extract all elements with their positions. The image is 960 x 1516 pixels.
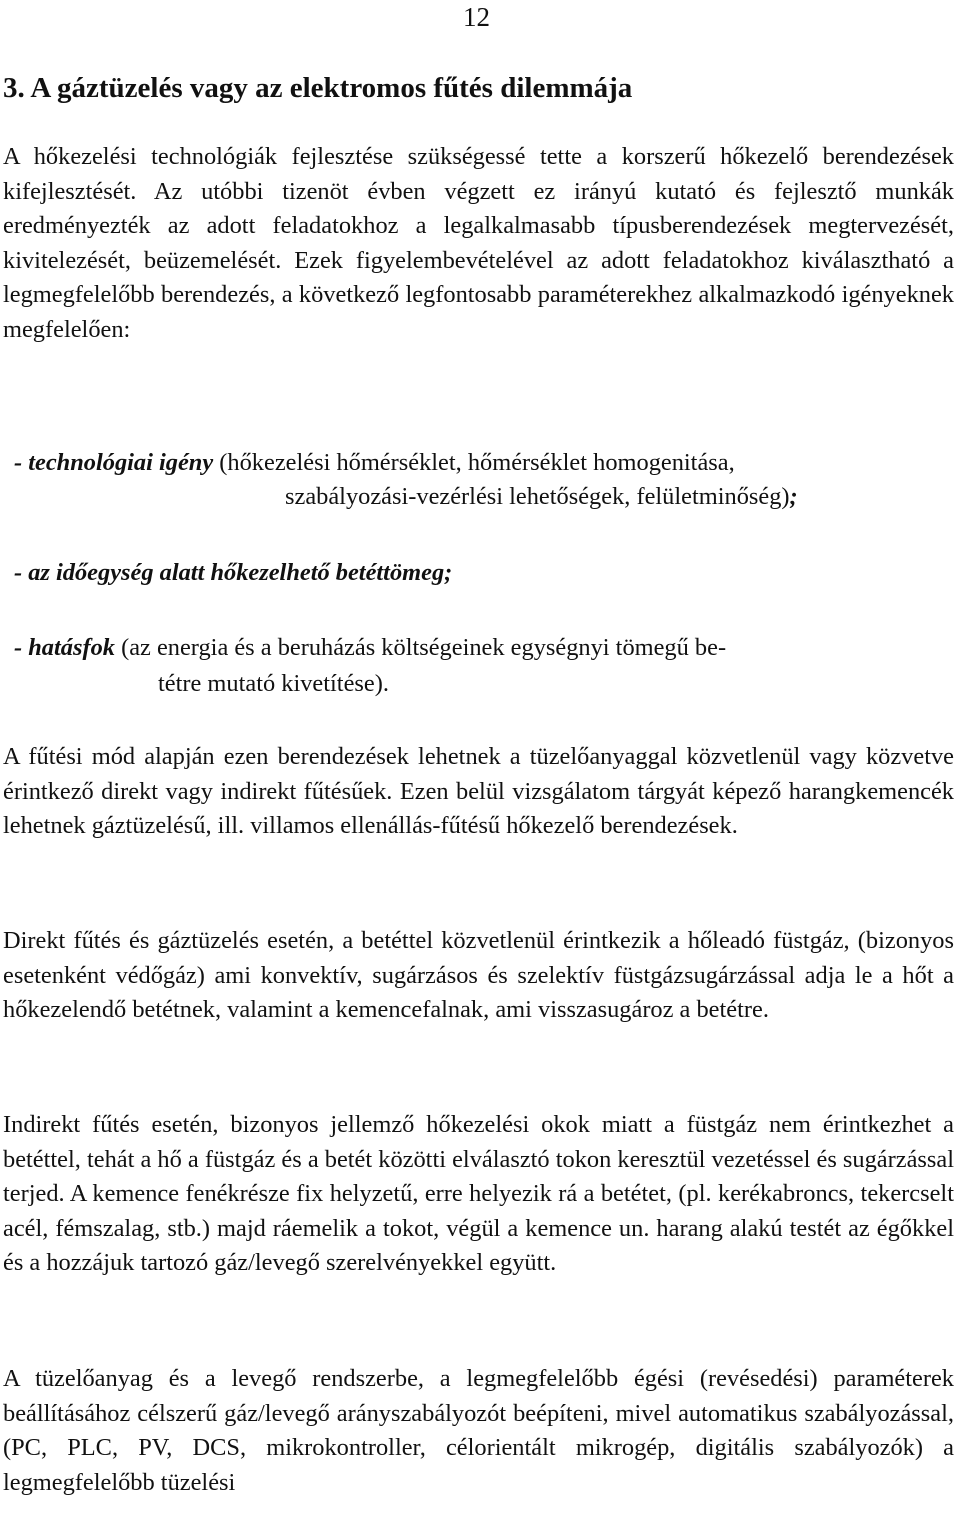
indirect-heating-paragraph: Indirekt fűtés esetén, bizonyos jellemző hőkezelési okok miatt a füstgáz nem érintkezhet a betéttel, tehát a hő a füstgáz és a betét közötti elválasztó tokon keresztül vezetéssel és sugárzással terjed. A kemence fenékrésze fix helyzetű, erre helyezik rá a betétet, (pl. kerékabroncs, tekercselt acél, fémszalag, stb.) majd ráemelik a tokot, végül a kemence un. harang alakú testét az égőkkel és a hozzájuk tartozó gáz/levegő szerelvényekkel együtt. — [3, 1111, 954, 1276]
direct-heating-paragraph: Direkt fűtés és gáztüzelés esetén, a betéttel közvetlenül érintkezik a hőleadó füstgáz, (bizonyos esetenként védőgáz) ami konvektív, sugárzásos és szelektív füstgázsugárzással adja le a hőt a hőkezelendő betétnek, valamint a kemencefalnak, ami visszasugároz a betétre. — [3, 927, 954, 1023]
intro-paragraph: A hőkezelési technológiák fejlesztése szükségessé tette a korszerű hőkezelő berendezések kifejlesztését. Az utóbbi tizenöt évben végzett ez irányú kutató és fejlesztő munkák eredményezték az adott feladatokhoz a legalkalmasabb típusberendezések megtervezését, kivitelezését, beüzemelését. Ezek figyelembevételével az adott feladatokhoz kiválasztható a legmegfelelőbb berendezés, a következő legfontosabb paraméterekhez alkalmazkodó igényeknek megfelelően: — [3, 143, 954, 343]
list-item-text: (az energia és a beruházás költségeinek egységnyi tömegű be- — [114, 634, 727, 661]
list-item-text: (hőkezelési hőmérséklet, hőmérséklet homogenitása, — [213, 449, 735, 476]
list-item-batch-mass — [14, 557, 954, 589]
list-item-efficiency — [14, 632, 954, 702]
heating-mode-paragraph: A fűtési mód alapján ezen berendezések lehetnek a tüzelőanyaggal közvetlenül vagy közvetve érintkező direkt vagy indirekt fűtésűek. Ezen belül vizsgálatom tárgyát képező harangkemencék lehetnek gáztüzelésű, ill. villamos ellenállás-fűtésű hőkezelő berendezések. — [3, 743, 954, 839]
list-item-lead: - hatásfok — [14, 634, 115, 661]
list-item-tail: ; — [789, 483, 798, 510]
list-item-text-continued: szabályozási-vezérlési lehetőségek, felületminőség) — [285, 483, 790, 510]
list-item-lead: - az időegység alatt hőkezelhető betéttömeg; — [14, 559, 453, 586]
list-item-lead: - technológiai igény — [14, 449, 214, 476]
page-number: 12 — [463, 2, 490, 32]
section-heading: 3. A gáztüzelés vagy az elektromos fűtés dilemmája — [3, 72, 633, 104]
list-item-technological-requirement — [14, 447, 954, 517]
fuel-air-paragraph: A tüzelőanyag és a levegő rendszerbe, a legmegfelelőbb égési (revésedési) paraméterek beállításához célszerű gáz/levegő arányszabályozót beépíteni, mivel automatikus szabályozással, (PC, PLC, PV, DCS, mikrokontroller, célorientált mikrogép, digitális szabályozók) a legmegfelelőbb tüzelési — [3, 1365, 954, 1496]
list-item-text-continued: tétre mutató kivetítése). — [158, 670, 389, 697]
